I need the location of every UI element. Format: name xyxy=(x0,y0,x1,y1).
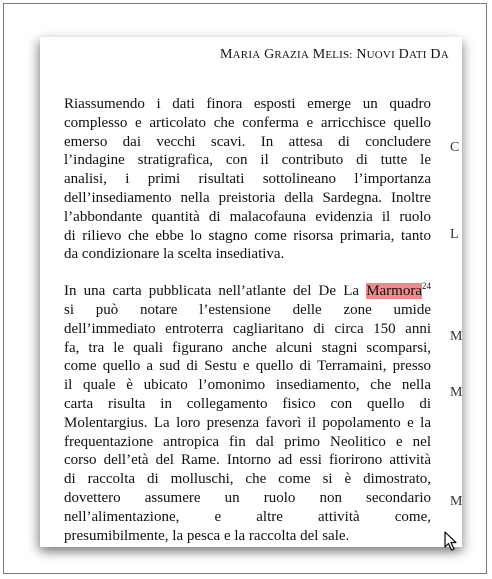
highlighted-word[interactable]: Marmora xyxy=(366,283,422,300)
margin-letter: M xyxy=(450,385,462,400)
margin-letter: C xyxy=(450,140,460,155)
paragraph-2-line: frequentazione antropica fin dal primo Neolitico e nel xyxy=(64,433,431,450)
footnote-reference[interactable]: 24 xyxy=(422,281,431,292)
next-page-margin xyxy=(450,37,462,547)
paragraph-1-line: da condizionare la scelta insediativa. xyxy=(64,246,285,263)
paragraph-2-line: corso dell’età del Rame. Intorno ad essi fiorirono attività xyxy=(64,452,431,469)
document-page xyxy=(40,37,462,547)
viewer-frame xyxy=(3,3,487,574)
paragraph-1-line: dell’insediamento nella preistoria della Sardegna. Inoltre xyxy=(64,189,431,206)
mouse-pointer-icon xyxy=(444,531,458,551)
paragraph-2-line: come quello a sud di Sestu e quello di Terramaini, presso xyxy=(64,358,431,375)
paragraph-2-line: il quale è ubicato l’omonimo insediamento, che nella xyxy=(64,377,431,394)
margin-letter: L xyxy=(450,227,459,242)
paragraph-1 xyxy=(64,95,431,264)
paragraph-2-line: presumibilmente, la pesca e la raccolta del sale. xyxy=(64,527,350,544)
paragraph-2-line: Molentargius. La loro presenza favorì il popolamento e la xyxy=(64,414,431,431)
paragraph-1-line: l’abbondante quantità di malacofauna evidenzia il ruolo xyxy=(64,208,431,225)
paragraph-1-line: complesso e articolato che conferma e arricchisce quello xyxy=(64,114,431,131)
paragraph-2-line: dovettero assumere un ruolo non secondario xyxy=(64,489,431,506)
paragraph-2-line-1: In una carta pubblicata nell’atlante del De La Marmora$^{24}$ xyxy=(64,281,431,300)
running-head xyxy=(220,47,449,63)
paragraph-2-line: carta risulta in collegamento fisico con quello di xyxy=(64,395,431,412)
paragraph-1-line: Riassumendo i dati finora esposti emerge un quadro xyxy=(64,96,431,112)
paragraph-2 xyxy=(64,282,431,545)
margin-letter: M xyxy=(450,494,462,509)
paragraph-1-line: emerso dai vecchi scavi. In attesa di concludere xyxy=(64,133,431,150)
paragraph-2-line: nell’alimentazione, e altre attività come, xyxy=(64,508,431,525)
margin-letter: M xyxy=(450,329,462,344)
paragraph-2-line: si può notare l’estensione delle zone umide xyxy=(64,301,431,318)
paragraph-1-line: l’indagine stratigrafica, con il contributo di tutte le xyxy=(64,152,431,169)
paragraph-1-line: analisi, i primi risultati sottolineano l’importanza xyxy=(64,171,431,188)
paragraph-2-line: dell’immediato entroterra cagliaritano di circa 150 anni xyxy=(64,320,431,337)
paragraph-1-line: di rilievo che ebbe lo stagno come risorsa primaria, tanto xyxy=(64,227,431,244)
paragraph-2-line: di raccolta di molluschi, che come si è dimostrato, xyxy=(64,471,431,488)
body-text xyxy=(64,95,431,545)
running-head-text: MARIA GRAZIA MELIS: NUOVI DATI DA xyxy=(220,47,449,62)
paragraph-2-line: fa, tra le quali figurano anche alcuni stagni scomparsi, xyxy=(64,339,431,356)
